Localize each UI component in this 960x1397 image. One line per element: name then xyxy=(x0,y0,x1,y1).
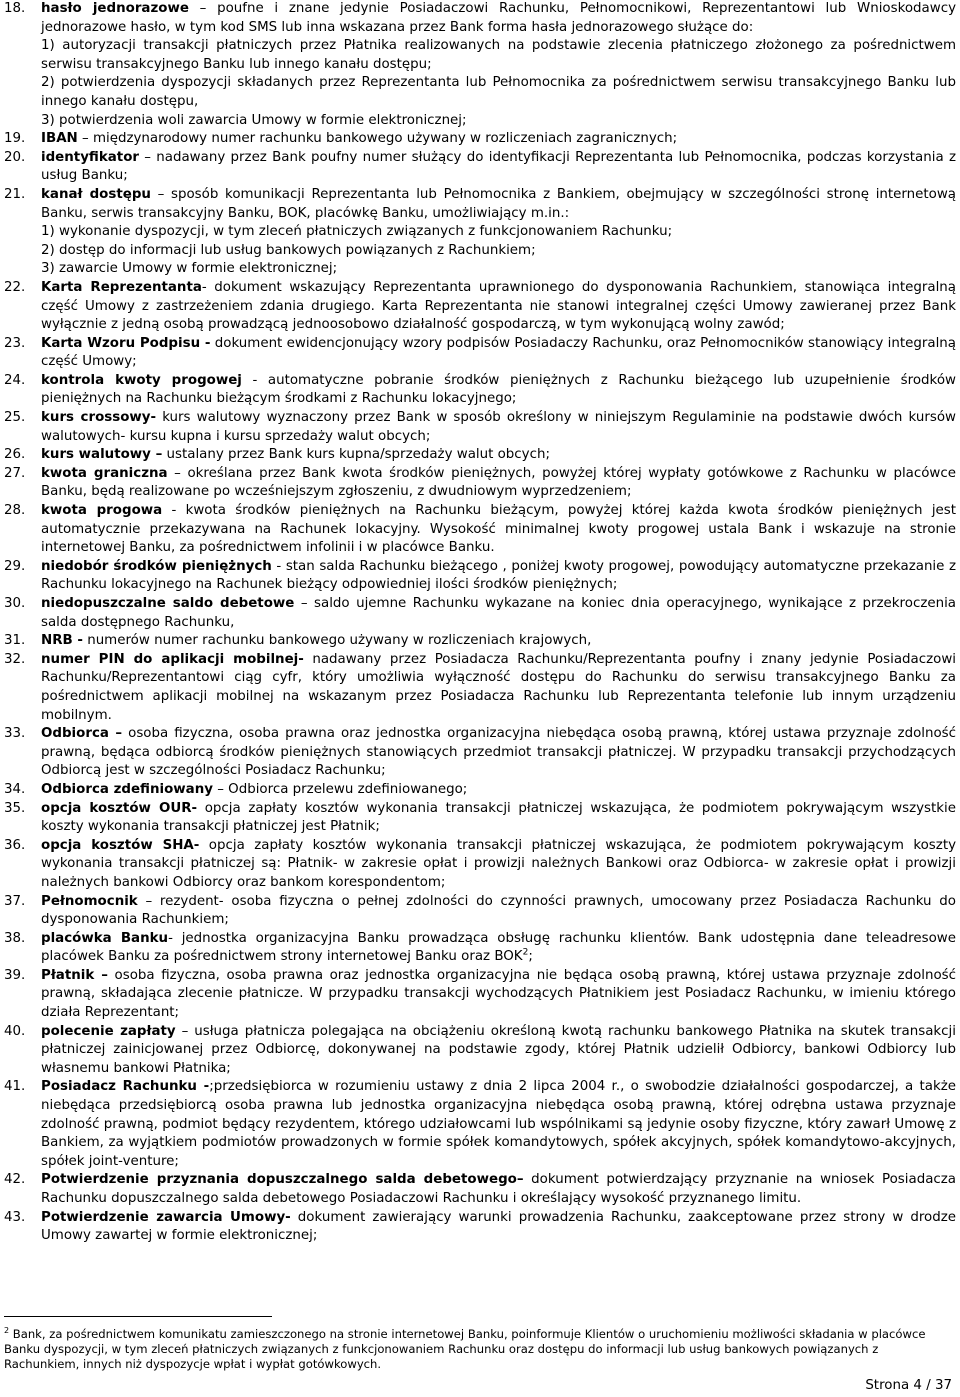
definition-content xyxy=(41,465,956,502)
definition-text: – usługa płatnicza polegająca na obciążeniu określoną kwotą rachunku bankowego Płatnika na skutek transakcji płatniczej zainicjowanej przez Odbiorcę, dokonywanej na podstawie zgody, której Płatnik udzielił Odbiorcy, bankowi Odbiorcy lub własnemu bankowi Płatnika; xyxy=(41,1023,956,1076)
definition-term: opcja kosztów SHA- xyxy=(41,837,200,853)
definition-content xyxy=(41,800,956,837)
definition-text: – określana przez Bank kwota środków pieniężnych, powyżej której wypłaty gotówkowe z Rachunku w placówce Banku, będą realizowane po wcześniejszym zgłoszeniu, z dwudniowym wyprzedzeniem; xyxy=(41,465,956,500)
definition-text: - kwota środków pieniężnych na Rachunku bieżącym, powyżej której każda kwota środków pieniężnych jest automatycznie przekazywana na Rachunek lokacyjny. Wysokość minimalnej kwoty progowej ustala Bank i wskazuje na stronie internetowej Banku, za pośrednictwem infolinii i w placówce Banku. xyxy=(41,503,957,556)
definition-term: Pełnomocnik xyxy=(41,893,138,909)
definition-subpoint: 2) potwierdzenia dyspozycji składanych przez Reprezentanta lub Pełnomocnika za pośrednictwem serwisu transakcyjnego Banku lub innego kanału dostępu, xyxy=(41,75,956,109)
definition-text: ;przedsiębiorca w rozumieniu ustawy z dnia 2 lipca 2004 r., o swobodzie działalności gospodarczej, a także niebędąca przedsiębiorcą osoba prawna lub jednostka organizacyjna niebędąca osobą prawną, której odrębna ustawa przyznaje zdolność prawną, podmiot będący rezydentem, którego udziałowcami lub wspólnikami są jedynie osoby fizyczne, który zawarł Umowę z Bankiem, za wyjątkiem podmiotów prowadzonych w formie spółek komandytowych, spółek akcyjnych, spółek komandytowo-akcyjnych, spółek joint-venture; xyxy=(41,1079,956,1169)
definition-term: numer PIN do aplikacji mobilnej- xyxy=(41,651,304,667)
definition-term: identyfikator xyxy=(41,149,139,165)
item-number: 33. xyxy=(4,726,26,742)
definition-content xyxy=(41,558,956,595)
definition-text: – poufne i znane jedynie Posiadaczowi Rachunku, Pełnomocnikowi, Reprezentantowi lub Wnioskodawcy jednorazowe hasło, w tym kod SMS lub inna wskazana przez Bank forma hasła jednorazowego służące do: xyxy=(41,1,956,35)
definition-term: opcja kosztów OUR- xyxy=(41,800,198,816)
item-number: 41. xyxy=(4,1079,26,1095)
item-number: 39. xyxy=(4,967,26,983)
definition-text: opcja zapłaty kosztów wykonania transakcji płatniczej wskazująca, że podmiotem pokrywającym wszystkie koszty wykonania transakcji płatniczej jest Płatnik; xyxy=(41,800,956,835)
definition-item xyxy=(4,930,956,967)
definition-term: niedopuszczalne saldo debetowe xyxy=(41,596,295,611)
definition-term: Odbiorca – xyxy=(41,726,123,742)
footnote xyxy=(4,1327,956,1372)
definition-item xyxy=(4,558,956,595)
definition-item xyxy=(4,651,956,725)
definition-content xyxy=(41,893,956,930)
item-number: 25. xyxy=(4,410,26,426)
definition-subpoint: 1) wykonanie dyspozycji, w tym zleceń płatniczych związanych z funkcjonowaniem Rachunku; xyxy=(41,224,673,240)
definition-item xyxy=(4,800,956,837)
definition-term: NRB - xyxy=(41,633,83,649)
definition-item xyxy=(4,186,956,279)
definition-content xyxy=(41,1209,956,1246)
definition-item xyxy=(4,130,956,149)
definition-term: Posiadacz Rachunku - xyxy=(41,1079,210,1095)
footnote-marker: 2 xyxy=(4,1326,10,1336)
definition-content xyxy=(41,967,956,1023)
definition-content xyxy=(41,149,956,186)
item-number: 38. xyxy=(4,930,26,946)
definition-content xyxy=(41,595,956,632)
definition-term: Karta Reprezentanta xyxy=(41,279,202,295)
item-number: 29. xyxy=(4,558,26,574)
definition-text: - automatyczne pobranie środków pieniężnych z Rachunku bieżącego lub uzupełnienie środków pieniężnych na Rachunku bieżącym środkami z Rachunku lokacyjnego; xyxy=(41,372,956,407)
definition-content xyxy=(41,335,956,372)
definition-text: - jednostka organizacyjna Banku prowadząca obsługę rachunku klientów. Bank udostępnia dane teleadresowe placówek Banku za pośrednictwem strony internetowej Banku oraz BOK xyxy=(41,930,956,965)
definition-term: kontrola kwoty progowej xyxy=(41,372,242,388)
definition-subpoint: 1) autoryzacji transakcji płatniczych przez Płatnika realizowanych na podstawie zlecenia płatniczego złożonego za pośrednictwem serwisu transakcyjnego Banku lub innego kanału dostępu; xyxy=(41,38,956,72)
definition-item xyxy=(4,465,956,502)
item-number: 21. xyxy=(4,186,26,202)
item-number: 18. xyxy=(4,1,26,16)
definition-term: kurs crossowy- xyxy=(41,410,157,426)
definition-text: - dokument wskazujący Reprezentanta uprawnionego do dysponowania Rachunkiem, stanowiąca integralną część Umowy z zastrzeżeniem zdania drugiego. Karta Reprezentanta nie stanowi integralnej części Umowy zawieranej przez Bank wyłącznie z jedną osobą prowadzącą jednoosobowo działalność gospodarczą, w tym wykonującą wolny zawód; xyxy=(41,279,956,333)
definition-content xyxy=(41,1078,956,1171)
definition-text: dokument ewidencjonujący wzory podpisów Posiadaczy Rachunku, oraz Pełnomocników stanowiący integralną część Umowy; xyxy=(41,335,956,370)
item-number: 37. xyxy=(4,893,26,909)
definition-term: polecenie zapłaty xyxy=(41,1023,176,1039)
definition-text: osoba fizyczna, osoba prawna oraz jednostka organizacyjna nie będąca osobą prawną, której ustawa przyznaje zdolność prawną, składająca zlecenie płatnicze. W przypadku transakcji wychodzących Płatnikiem jest Posiadacz Rachunku, w imieniu którego działa Reprezentant; xyxy=(41,967,957,1021)
definition-content xyxy=(41,186,956,279)
definition-item xyxy=(4,1078,956,1171)
definition-text: kurs walutowy wyznaczony przez Bank w sposób określony w niniejszym Regulaminie na podstawie dwóch kursów walutowych- kursu kupna i kursu sprzedaży walut obcych; xyxy=(41,410,956,444)
definition-text: – sposób komunikacji Reprezentanta lub Pełnomocnika z Bankiem, obejmujący w szczególności stronę internetową Banku, serwis transakcyjny Banku, BOK, placówkę Banku, umożliwiający m.in.: xyxy=(41,186,957,221)
definition-item xyxy=(4,335,956,372)
definition-content xyxy=(41,1023,956,1079)
definition-content xyxy=(41,781,956,800)
definition-text: nadawany przez Posiadacza Rachunku/Reprezentanta poufny i znany jedynie Posiadaczowi Rachunku/Reprezentantowi ciąg cyfr, który umożliwia wyłączność dostępu do Rachunku do serwisu transakcyjnego Banku za pośrednictwem aplikacji mobilnej na wskazanym przez Posiadacza Rachunku lub Reprezentanta telefonie lub innym urządzeniu mobilnym. xyxy=(41,651,956,723)
definition-text: - stan salda Rachunku bieżącego , poniżej kwoty progowej, powodujący automatyczne przekazanie z Rachunku lokacyjnego na Rachunek bieżący odpowiedniej ilości środków pieniężnych; xyxy=(41,558,956,593)
footnote-separator xyxy=(4,1316,272,1317)
definition-content xyxy=(41,930,956,967)
definition-item xyxy=(4,279,956,335)
definition-subpoint: 2) dostęp do informacji lub usług bankowych powiązanych z Rachunkiem; xyxy=(41,242,536,258)
definition-subpoint: 3) zawarcie Umowy w formie elektronicznej; xyxy=(41,261,338,277)
definition-item xyxy=(4,409,956,446)
definition-term: hasło jednorazowe xyxy=(41,1,189,16)
footnote-reference: 2 xyxy=(522,947,529,958)
page-number: Strona 4 / 37 xyxy=(865,1378,952,1393)
item-number: 20. xyxy=(4,149,26,165)
definition-item xyxy=(4,893,956,930)
definition-term: kanał dostępu xyxy=(41,186,151,202)
definition-item xyxy=(4,595,956,632)
definition-text-end: ; xyxy=(528,949,533,965)
definition-item xyxy=(4,781,956,800)
definition-text: ustalany przez Bank kurs kupna/sprzedaży walut obcych; xyxy=(162,447,550,463)
definitions-list xyxy=(4,0,956,1246)
definition-text: – nadawany przez Bank poufny numer służący do identyfikacji Reprezentanta lub Pełnomocnika, podczas korzystania z usług Banku; xyxy=(41,149,956,184)
definition-content xyxy=(41,446,956,465)
definition-text: dokument potwierdzający przyznanie na wniosek Posiadacza Rachunku dopuszczalnego salda debetowego Posiadaczowi Rachunku i określający wysokość przyznanego limitu. xyxy=(41,1172,956,1206)
definition-content xyxy=(41,130,956,149)
definition-term: Potwierdzenie przyznania dopuszczalnego salda debetowego– xyxy=(41,1172,524,1188)
definition-item xyxy=(4,632,956,651)
definition-text: opcja zapłaty kosztów wykonania transakcji płatniczej wskazująca, że podmiotem pokrywającym koszty wykonania transakcji płatniczej są: Płatnik- w zakresie opłat i prowizji należnych Bankowi oraz Odbiorca- w zakresie opłat i prowizji należnych bankowi Odbiorcy oraz bankom korespondentom; xyxy=(41,837,956,890)
definition-term: kurs walutowy – xyxy=(41,447,163,463)
item-number: 32. xyxy=(4,651,26,667)
item-number: 35. xyxy=(4,800,26,816)
definition-item xyxy=(4,1171,956,1208)
definition-content xyxy=(41,837,956,893)
footnote-text: Bank, za pośrednictwem komunikatu zamieszczonego na stronie internetowej Banku, poinformuje Klientów o uruchomieniu możliwości składania w placówce Banku dyspozycji, w tym zleceń płatniczych związanych z funkcjonowaniem Rachunku oraz dostępu do informacji lub usług bankowych powiązanych z Rachunkiem, innych niż dyspozycje wpłat i wypłat gotówkowych. xyxy=(4,1327,926,1371)
definition-text: – Odbiorca przelewu zdefiniowanego; xyxy=(212,781,468,797)
item-number: 30. xyxy=(4,596,26,611)
definition-item xyxy=(4,1209,956,1246)
definition-subpoint: 3) potwierdzenia woli zawarcia Umowy w formie elektronicznej; xyxy=(41,112,467,128)
definition-item xyxy=(4,446,956,465)
definition-content xyxy=(41,409,956,446)
definition-term: niedobór środków pieniężnych xyxy=(41,558,272,574)
item-number: 26. xyxy=(4,447,26,463)
definition-term: Płatnik – xyxy=(41,967,108,983)
definition-term: kwota progowa xyxy=(41,503,163,519)
definition-text: – międzynarodowy numer rachunku bankowego używany w rozliczeniach zagranicznych; xyxy=(77,131,678,147)
definition-text: numerów numer rachunku bankowego używany w rozliczeniach krajowych, xyxy=(82,633,592,649)
item-number: 27. xyxy=(4,465,26,481)
definition-item xyxy=(4,1023,956,1079)
item-number: 34. xyxy=(4,781,26,797)
definition-item xyxy=(4,837,956,893)
definition-content xyxy=(41,632,956,651)
definition-content xyxy=(41,372,956,409)
definition-item xyxy=(4,725,956,781)
definition-content xyxy=(41,0,956,130)
definition-term: IBAN xyxy=(41,131,78,147)
item-number: 24. xyxy=(4,372,26,388)
item-number: 36. xyxy=(4,837,26,853)
definition-item xyxy=(4,0,956,130)
item-number: 42. xyxy=(4,1172,26,1188)
item-number: 43. xyxy=(4,1209,26,1225)
definition-text: osoba fizyczna, osoba prawna oraz jednostka organizacyjna niebędąca osobą prawną, której ustawa przyznaje zdolność prawną, będąca odbiorcą środków pieniężnych stanowiących przedmiot transakcji płatniczej. W przypadku transakcji przychodzących Odbiorcą jest w szczególności Posiadacz Rachunku; xyxy=(41,726,956,779)
definition-text: dokument zawierający warunki prowadzenia Rachunku, zaakceptowane przez strony w drodze Umowy zawartej w formie elektronicznej; xyxy=(41,1209,956,1244)
definition-term: Odbiorca zdefiniowany xyxy=(41,781,213,797)
definition-content xyxy=(41,502,956,558)
definition-term: kwota graniczna xyxy=(41,465,168,481)
definition-text: – rezydent- osoba fizyczna o pełnej zdolności do czynności prawnych, umocowany przez Posiadacza Rachunku do dysponowania Rachunkiem; xyxy=(41,893,956,928)
definition-content xyxy=(41,725,956,781)
definition-term: Karta Wzoru Podpisu - xyxy=(41,335,211,351)
definition-item xyxy=(4,967,956,1023)
item-number: 23. xyxy=(4,335,26,351)
item-number: 22. xyxy=(4,279,26,295)
definition-content xyxy=(41,279,956,335)
definition-item xyxy=(4,502,956,558)
definition-content xyxy=(41,651,956,725)
definition-term: placówka Banku xyxy=(41,930,169,946)
item-number: 19. xyxy=(4,131,26,147)
definition-content xyxy=(41,1171,956,1208)
item-number: 28. xyxy=(4,503,26,519)
definition-item xyxy=(4,149,956,186)
item-number: 40. xyxy=(4,1023,26,1039)
definition-item xyxy=(4,372,956,409)
item-number: 31. xyxy=(4,633,26,649)
definition-term: Potwierdzenie zawarcia Umowy- xyxy=(41,1209,291,1225)
definition-text: – saldo ujemne Rachunku wykazane na koniec dnia operacyjnego, wynikające z przekroczenia salda dostępnego Rachunku, xyxy=(41,596,956,630)
